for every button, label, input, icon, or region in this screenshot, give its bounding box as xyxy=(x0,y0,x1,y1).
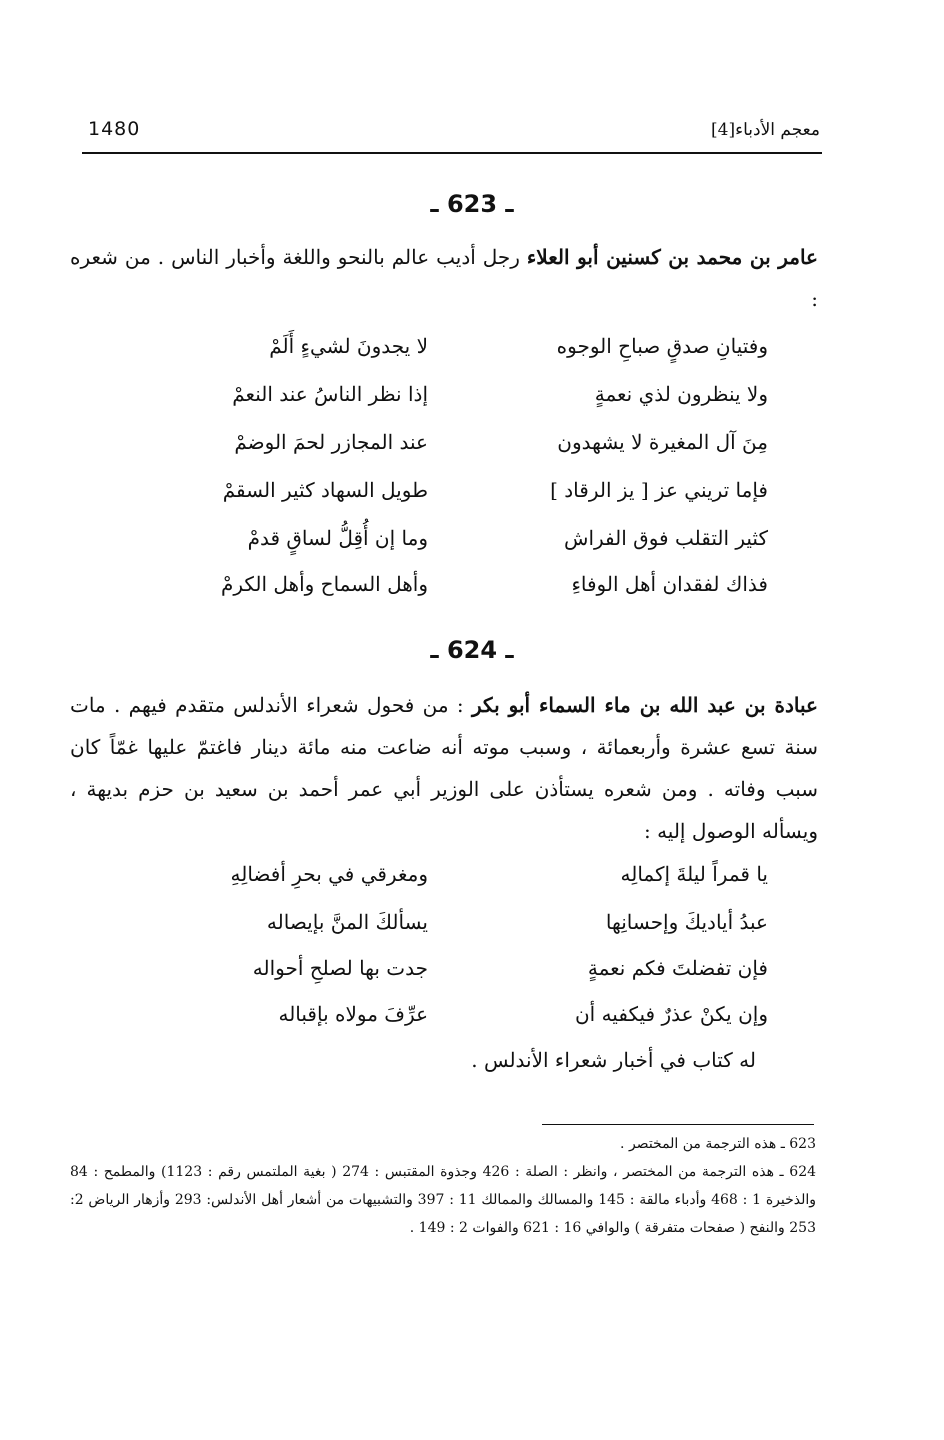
footnotes xyxy=(70,1130,816,1242)
verse-second-hemistich: عرِّفَ مولاه بإقباله xyxy=(278,1002,428,1026)
footnote-rule xyxy=(542,1124,814,1125)
verse-624-2 xyxy=(118,910,768,958)
entry-624-closing: له كتاب في أخبار شعراء الأندلس . xyxy=(471,1048,756,1072)
verse-624-4 xyxy=(118,1002,768,1050)
verse-second-hemistich: وأهل السماح وأهل الكرمْ xyxy=(220,572,428,596)
verse-623-4 xyxy=(118,478,768,526)
running-title: معجم الأدباء[4] xyxy=(711,120,820,140)
verse-623-2 xyxy=(118,382,768,430)
entry-number-624: ـ 624 ـ xyxy=(430,636,514,664)
header-rule xyxy=(82,152,822,154)
verse-first-hemistich: عبدُ أياديكَ وإحسانِها xyxy=(605,910,768,934)
page-number: 1480 xyxy=(88,118,141,140)
entry-624-lead: عبادة بن عبد الله بن ماء السماء أبو بكر xyxy=(472,693,818,717)
entry-number-623: ـ 623 ـ xyxy=(430,190,514,218)
entry-623-lead: عامر بن محمد بن كسنين أبو العلاء xyxy=(526,245,818,269)
verse-second-hemistich: يسألكَ المنَّ بإيصاله xyxy=(266,910,428,934)
verse-623-6 xyxy=(118,572,768,620)
verse-second-hemistich: وما إن أُقِلُّ لساقٍ قدمْ xyxy=(247,526,428,550)
verse-second-hemistich: جدت بها لصلحِ أحواله xyxy=(252,956,428,980)
verse-first-hemistich: يا قمراً ليلةَ إكمالِه xyxy=(620,862,768,886)
verse-623-1 xyxy=(118,334,768,382)
footnote-624: 624 ـ هذه الترجمة من المختصر ، وانظر : الصلة : 426 وجذوة المقتبس : 274 ( بغية الملتمس رقم : 1123) والمطمح : 84 والذخيرة 1 : 468 وأدباء مالقة : 145 والمسالك والممالك 11 : 397 والتشبيهات من أشعار أهل الأندلس: 293 وأزهار الرياض 2: 253 والنفح ( صفحات متفرقة ) والوافي 16 : 621 والفوات 2 : 149 . xyxy=(70,1164,817,1236)
verse-first-hemistich: وإن يكنْ عذرٌ فيكفيه أن xyxy=(574,1002,768,1026)
verse-624-1 xyxy=(118,862,768,910)
entry-623-paragraph xyxy=(70,236,818,320)
verse-second-hemistich: عند المجازر لحمَ الوضمْ xyxy=(234,430,428,454)
verse-first-hemistich: كثير التقلب فوق الفراش xyxy=(564,526,768,550)
verse-first-hemistich: فإما تريني عز [ يز الرقاد ] xyxy=(550,478,768,502)
entry-623-text: رجل أديب عالم بالنحو واللغة وأخبار الناس . من شعره : xyxy=(70,245,818,311)
verse-623-5 xyxy=(118,526,768,574)
verse-second-hemistich: طويل السهاد كثير السقمْ xyxy=(222,478,428,502)
verse-623-3 xyxy=(118,430,768,478)
verse-second-hemistich: لا يجدونَ لشيءٍ أَلَمْ xyxy=(269,334,428,358)
verse-first-hemistich: فإن تفضلتَ فكم نعمةٍ xyxy=(587,956,768,980)
verse-first-hemistich: فذاك لفقدان أهل الوفاءِ xyxy=(571,572,768,596)
verse-624-3 xyxy=(118,956,768,1004)
verse-second-hemistich: ومغرقي في بحرِ أفضالِهِ xyxy=(230,862,428,886)
verse-second-hemistich: إذا نظر الناسُ عند النعمْ xyxy=(232,382,428,406)
verse-first-hemistich: ولا ينظرون لذي نعمةٍ xyxy=(594,382,768,406)
verse-first-hemistich: وفتيانِ صدقٍ صباحِ الوجوه xyxy=(556,334,768,358)
entry-624-text: : من فحول شعراء الأندلس متقدم فيهم . مات سنة تسع عشرة وأربعمائة ، وسبب موته أنه ضاعت منه مائة دينار فاغتمّ عليها غمّاً كان سبب وفاته . ومن شعره يستأذن على الوزير أبي عمر أحمد بن سعيد بن حزم بديهة ، ويسأله الوصول إليه : xyxy=(70,693,818,843)
verse-first-hemistich: مِنَ آل المغيرة لا يشهدون xyxy=(557,430,768,454)
entry-624-paragraph xyxy=(70,684,818,852)
footnote-623: 623 ـ هذه الترجمة من المختصر . xyxy=(620,1136,816,1152)
